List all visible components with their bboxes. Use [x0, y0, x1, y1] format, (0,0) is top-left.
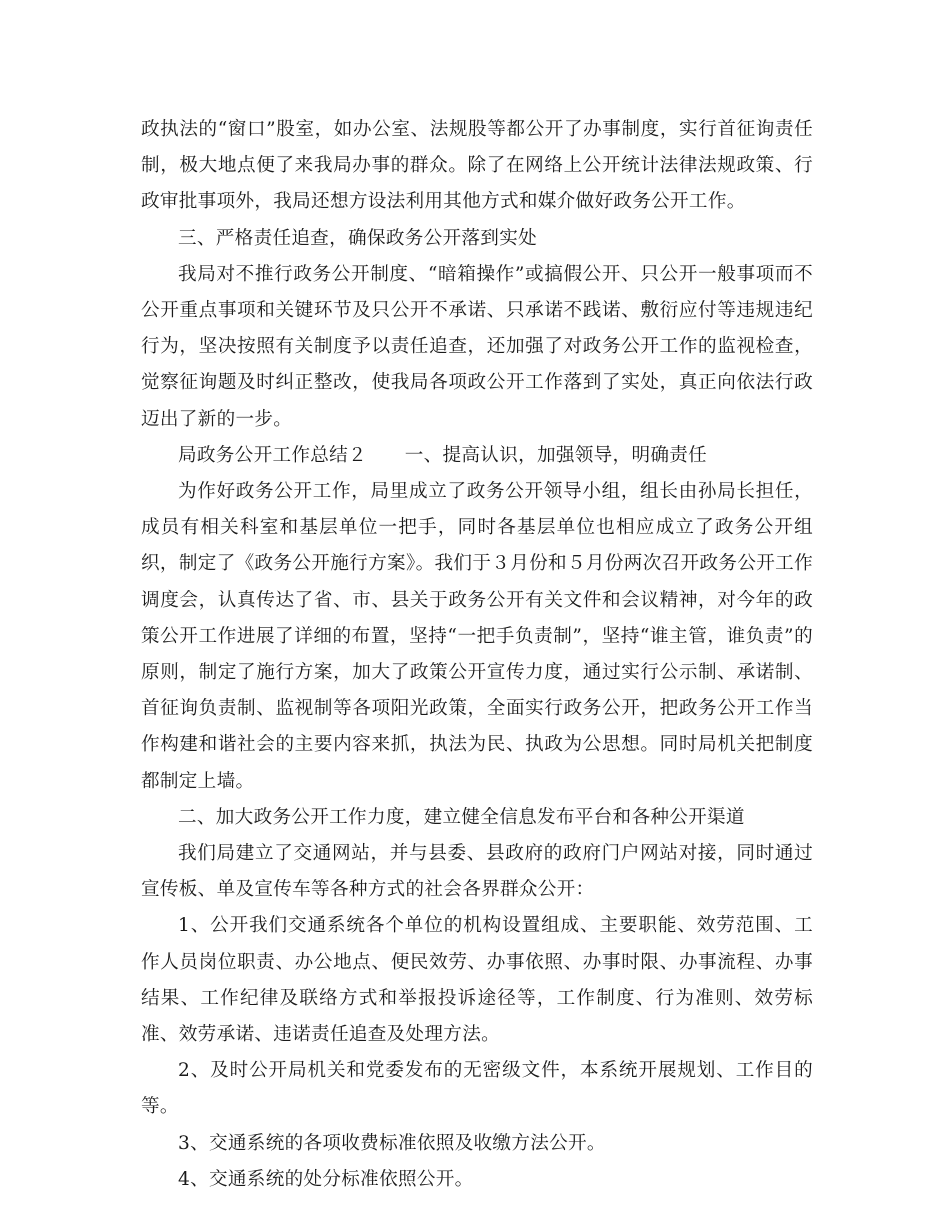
summary-2-heading: 局政务公开工作总结２ 一、提高认识，加强领导，明确责任 — [178, 444, 708, 466]
paragraph-leadership: 为作好政务公开工作，局里成立了政务公开领导小组，组长由孙局长担任，成员有相关科室和基层单位一把手，同时各基层单位也相应成立了政务公开组织，制定了《政务公开施行方案》。我们于３月份和５月份两次召开政务公开工作调度会，认真传达了省、市、县关于政务公开有关文件和会议精神，对今年的政策公开工作进展了详细的布置，坚持“一把手负责制”，坚持“谁主管，谁负责”的原则，制定了施行方案，加大了政策公开宣传力度，通过实行公示制、承诺制、首征询负责制、监视制等各项阳光政策，全面实行政务公开，把政务公开工作当作构建和谐社会的主要内容来抓，执法为民、执政为公思想。同时局机关把制度都制定上墙。 — [141, 481, 813, 792]
paragraph-accountability: 我局对不推行政务公开制度、“暗箱操作”或搞假公开、只公开一般事项而不公开重点事项和关键环节及只公开不承诺、只承诺不践诺、敷衍应付等违规违纪行为，坚决按照有关制度予以责任追查，还加强了对政务公开工作的监视检查，觉察征询题及时纠正整改，使我局各项政公开工作落到了实处，真正向依法行政迈出了新的一步。 — [141, 263, 813, 430]
list-item-2: 2、及时公开局机关和党委发布的无密级文件，本系统开展规划、工作目的等。 — [141, 1060, 813, 1118]
paragraph-continuation: 政执法的“窗口”股室，如办公室、法规股等都公开了办事制度，实行首征询责任制，极大地点便了来我局办事的群众。除了在网络上公开统计法律法规政策、行政审批事项外，我局还想方设法利用其他方式和媒介做好政务公开工作。 — [141, 119, 813, 213]
list-item-1: 1、公开我们交通系统各个单位的机构设置组成、主要职能、效劳范围、工作人员岗位职责、办公地点、便民效劳、办事依照、办事时限、办事流程、办事结果、工作纪律及联络方式和举报投诉途径等，工作制度、行为准则、效劳标准、效劳承诺、违诺责任追查及处理方法。 — [141, 915, 813, 1046]
list-item-4: 4、交通系统的处分标准依照公开。 — [178, 1168, 474, 1190]
section-heading-3: 三、严格责任追查，确保政务公开落到实处 — [178, 227, 537, 249]
list-item-3: 3、交通系统的各项收费标准依照及收缴方法公开。 — [178, 1132, 606, 1154]
section-heading-2: 二、加大政务公开工作力度，建立健全信息发布平台和各种公开渠道 — [178, 806, 745, 828]
paragraph-website: 我们局建立了交通网站，并与县委、县政府的政府门户网站对接，同时通过宣传板、单及宣传车等各种方式的社会各界群众公开： — [141, 843, 813, 901]
document-body — [141, 112, 813, 1198]
